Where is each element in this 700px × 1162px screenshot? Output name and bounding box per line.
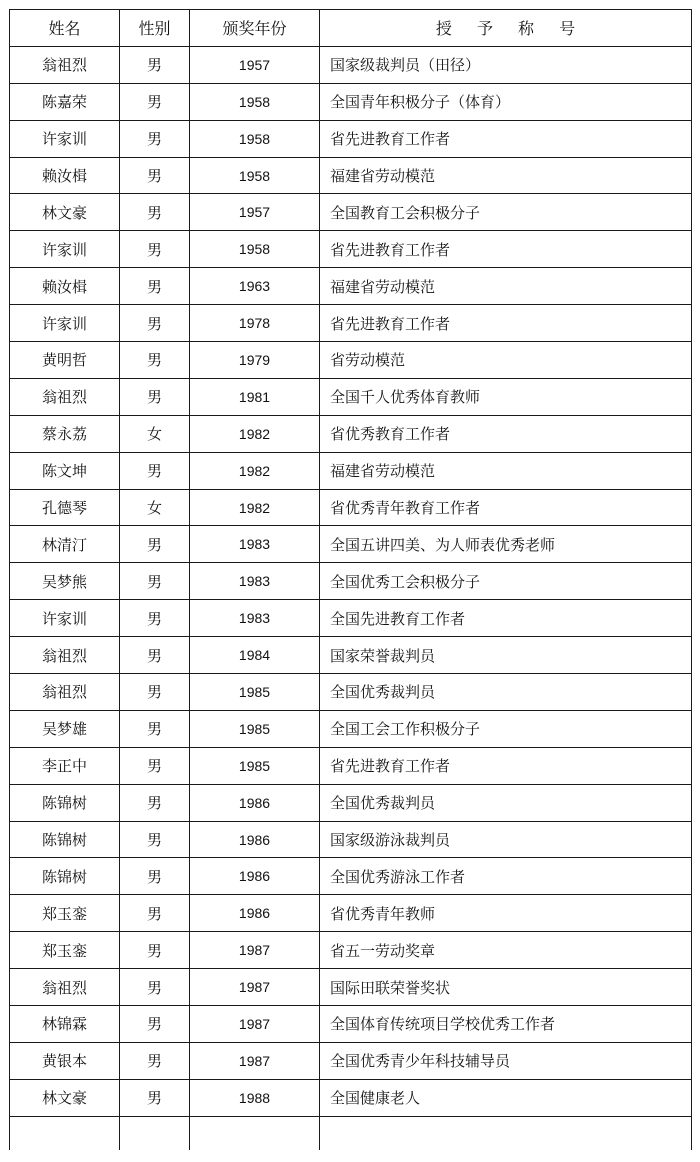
cell-title: 全国优秀裁判员 <box>320 674 692 711</box>
cell-title: 省优秀青年教师 <box>320 895 692 932</box>
cell-year: 1982 <box>190 452 320 489</box>
cell-year: 1985 <box>190 710 320 747</box>
cell-year: 1982 <box>190 489 320 526</box>
cell-gender: 男 <box>120 637 190 674</box>
cell-name: 林文豪 <box>10 194 120 231</box>
cell-title: 国家级裁判员（田径） <box>320 46 692 83</box>
table-row <box>10 157 692 194</box>
cell-year: 1984 <box>190 637 320 674</box>
cell-gender: 男 <box>120 747 190 784</box>
header-name: 姓名 <box>10 10 120 47</box>
cell-title: 国家级游泳裁判员 <box>320 821 692 858</box>
cell-gender: 男 <box>120 526 190 563</box>
cell-name: 赖汝楫 <box>10 157 120 194</box>
cell-gender: 男 <box>120 932 190 969</box>
cell-gender: 男 <box>120 1079 190 1116</box>
cell-name: 许家训 <box>10 600 120 637</box>
table-row <box>10 194 692 231</box>
cell-gender: 男 <box>120 821 190 858</box>
empty-cell <box>10 1116 120 1150</box>
honors-table <box>9 9 692 1150</box>
cell-name: 翁祖烈 <box>10 969 120 1006</box>
table-header <box>10 10 692 47</box>
cell-gender: 男 <box>120 674 190 711</box>
table-row <box>10 231 692 268</box>
cell-title: 福建省劳动模范 <box>320 452 692 489</box>
cell-gender: 男 <box>120 784 190 821</box>
cell-year: 1986 <box>190 821 320 858</box>
cell-year: 1985 <box>190 747 320 784</box>
cell-title: 全国工会工作积极分子 <box>320 710 692 747</box>
table-row <box>10 563 692 600</box>
table-row <box>10 83 692 120</box>
cell-year: 1986 <box>190 895 320 932</box>
cell-title: 省优秀教育工作者 <box>320 415 692 452</box>
header-year: 颁奖年份 <box>190 10 320 47</box>
cell-gender: 男 <box>120 378 190 415</box>
cell-title: 省先进教育工作者 <box>320 747 692 784</box>
cell-year: 1983 <box>190 563 320 600</box>
cell-title: 全国先进教育工作者 <box>320 600 692 637</box>
cell-title: 全国健康老人 <box>320 1079 692 1116</box>
cell-year: 1981 <box>190 378 320 415</box>
cell-title: 省优秀青年教育工作者 <box>320 489 692 526</box>
table-row <box>10 747 692 784</box>
cell-gender: 男 <box>120 231 190 268</box>
table-row <box>10 858 692 895</box>
cell-name: 郑玉銮 <box>10 895 120 932</box>
cell-gender: 男 <box>120 895 190 932</box>
cell-name: 黄银本 <box>10 1042 120 1079</box>
cell-title: 全国体育传统项目学校优秀工作者 <box>320 1006 692 1043</box>
table-row <box>10 489 692 526</box>
cell-gender: 男 <box>120 969 190 1006</box>
cell-name: 翁祖烈 <box>10 46 120 83</box>
table-row <box>10 710 692 747</box>
table-row <box>10 1042 692 1079</box>
cell-name: 陈锦树 <box>10 821 120 858</box>
cell-name: 黄明哲 <box>10 342 120 379</box>
cell-year: 1958 <box>190 231 320 268</box>
cell-name: 郑玉銮 <box>10 932 120 969</box>
cell-title: 全国优秀工会积极分子 <box>320 563 692 600</box>
cell-gender: 男 <box>120 342 190 379</box>
cell-title: 省先进教育工作者 <box>320 231 692 268</box>
header-gender: 性别 <box>120 10 190 47</box>
table-row <box>10 452 692 489</box>
cell-title: 国家荣誉裁判员 <box>320 637 692 674</box>
honors-table-sheet <box>9 9 692 1150</box>
cell-year: 1986 <box>190 784 320 821</box>
cell-year: 1963 <box>190 268 320 305</box>
cell-year: 1987 <box>190 1042 320 1079</box>
cell-year: 1988 <box>190 1079 320 1116</box>
cell-gender: 男 <box>120 194 190 231</box>
cell-year: 1985 <box>190 674 320 711</box>
empty-cell <box>320 1116 692 1150</box>
cell-title: 全国千人优秀体育教师 <box>320 378 692 415</box>
cell-year: 1983 <box>190 600 320 637</box>
cell-name: 吴梦熊 <box>10 563 120 600</box>
cell-name: 陈嘉荣 <box>10 83 120 120</box>
table-row <box>10 120 692 157</box>
table-row <box>10 1079 692 1116</box>
empty-cell <box>190 1116 320 1150</box>
table-row <box>10 674 692 711</box>
cell-name: 许家训 <box>10 120 120 157</box>
empty-row <box>10 1116 692 1150</box>
cell-gender: 男 <box>120 710 190 747</box>
cell-title: 省五一劳动奖章 <box>320 932 692 969</box>
cell-gender: 男 <box>120 452 190 489</box>
cell-name: 许家训 <box>10 231 120 268</box>
table-row <box>10 784 692 821</box>
table-row <box>10 932 692 969</box>
table-row <box>10 637 692 674</box>
cell-gender: 男 <box>120 858 190 895</box>
cell-year: 1957 <box>190 46 320 83</box>
cell-year: 1958 <box>190 157 320 194</box>
cell-year: 1958 <box>190 83 320 120</box>
cell-year: 1983 <box>190 526 320 563</box>
cell-name: 陈文坤 <box>10 452 120 489</box>
cell-gender: 男 <box>120 305 190 342</box>
cell-gender: 男 <box>120 600 190 637</box>
cell-title: 全国青年积极分子（体育） <box>320 83 692 120</box>
cell-gender: 男 <box>120 46 190 83</box>
cell-year: 1986 <box>190 858 320 895</box>
cell-gender: 女 <box>120 415 190 452</box>
table-row <box>10 526 692 563</box>
cell-title: 福建省劳动模范 <box>320 268 692 305</box>
cell-gender: 男 <box>120 120 190 157</box>
cell-title: 全国五讲四美、为人师表优秀老师 <box>320 526 692 563</box>
empty-cell <box>120 1116 190 1150</box>
cell-name: 李正中 <box>10 747 120 784</box>
cell-gender: 男 <box>120 157 190 194</box>
cell-year: 1957 <box>190 194 320 231</box>
table-row <box>10 415 692 452</box>
cell-name: 陈锦树 <box>10 784 120 821</box>
table-row <box>10 378 692 415</box>
table-row <box>10 1006 692 1043</box>
table-row <box>10 342 692 379</box>
cell-name: 林锦霖 <box>10 1006 120 1043</box>
cell-year: 1987 <box>190 969 320 1006</box>
cell-gender: 女 <box>120 489 190 526</box>
cell-title: 全国优秀游泳工作者 <box>320 858 692 895</box>
cell-name: 林清汀 <box>10 526 120 563</box>
cell-gender: 男 <box>120 83 190 120</box>
cell-name: 翁祖烈 <box>10 637 120 674</box>
cell-name: 孔德琴 <box>10 489 120 526</box>
cell-gender: 男 <box>120 268 190 305</box>
header-title: 授 予 称 号 <box>320 10 692 47</box>
table-row <box>10 821 692 858</box>
cell-name: 蔡永荔 <box>10 415 120 452</box>
cell-gender: 男 <box>120 1006 190 1043</box>
cell-name: 陈锦树 <box>10 858 120 895</box>
cell-title: 全国教育工会积极分子 <box>320 194 692 231</box>
cell-year: 1978 <box>190 305 320 342</box>
cell-title: 福建省劳动模范 <box>320 157 692 194</box>
cell-name: 翁祖烈 <box>10 378 120 415</box>
cell-name: 林文豪 <box>10 1079 120 1116</box>
cell-name: 赖汝楫 <box>10 268 120 305</box>
cell-year: 1987 <box>190 1006 320 1043</box>
cell-gender: 男 <box>120 1042 190 1079</box>
cell-title: 全国优秀裁判员 <box>320 784 692 821</box>
cell-gender: 男 <box>120 563 190 600</box>
cell-title: 国际田联荣誉奖状 <box>320 969 692 1006</box>
cell-title: 省先进教育工作者 <box>320 305 692 342</box>
cell-year: 1987 <box>190 932 320 969</box>
cell-name: 翁祖烈 <box>10 674 120 711</box>
cell-year: 1958 <box>190 120 320 157</box>
cell-title: 全国优秀青少年科技辅导员 <box>320 1042 692 1079</box>
table-row <box>10 969 692 1006</box>
cell-title: 省先进教育工作者 <box>320 120 692 157</box>
cell-title: 省劳动模范 <box>320 342 692 379</box>
cell-year: 1982 <box>190 415 320 452</box>
table-row <box>10 46 692 83</box>
table-row <box>10 268 692 305</box>
table-body <box>10 46 692 1149</box>
header-row <box>10 10 692 47</box>
cell-name: 吴梦雄 <box>10 710 120 747</box>
table-row <box>10 600 692 637</box>
cell-year: 1979 <box>190 342 320 379</box>
cell-name: 许家训 <box>10 305 120 342</box>
table-row <box>10 895 692 932</box>
table-row <box>10 305 692 342</box>
